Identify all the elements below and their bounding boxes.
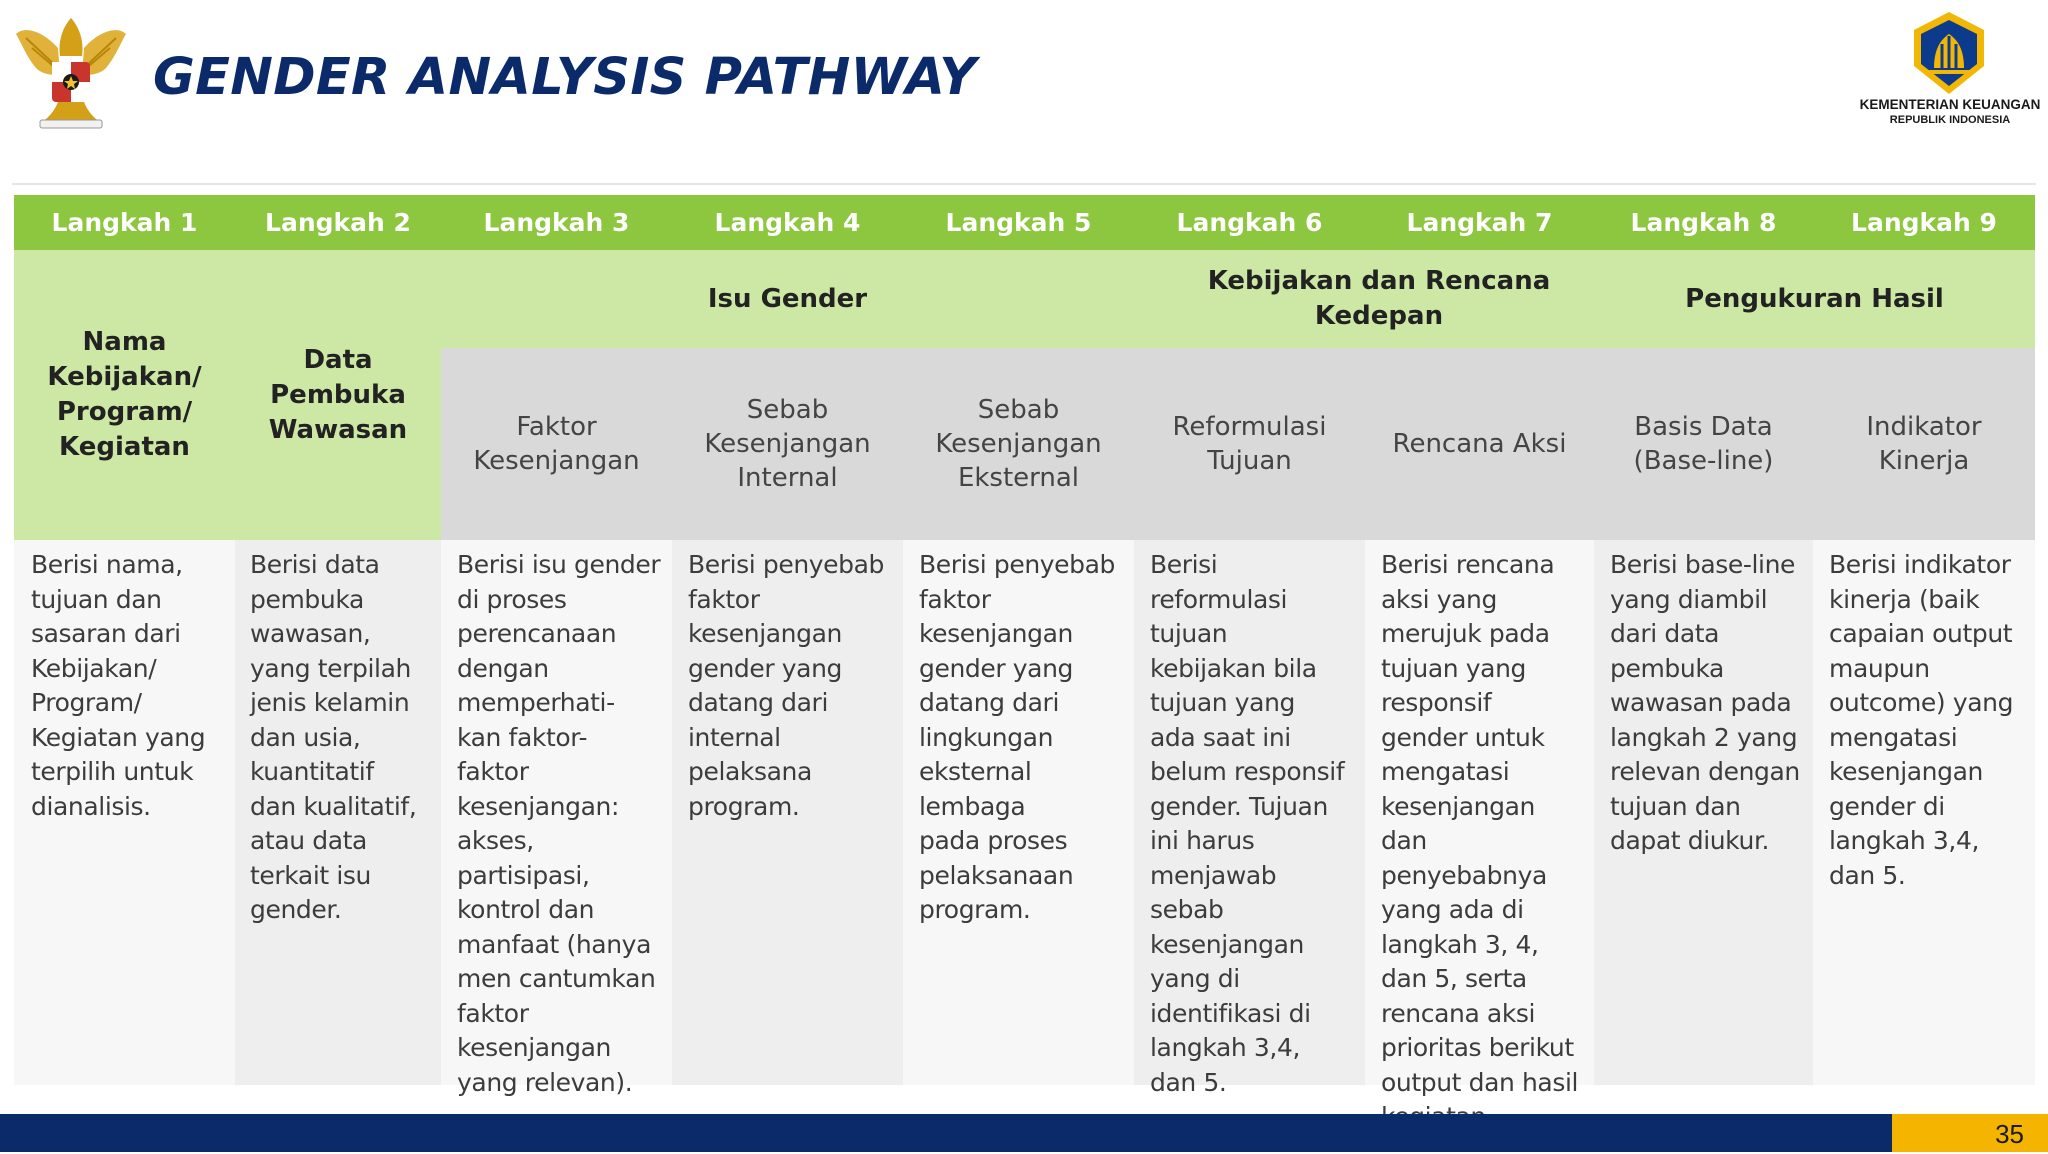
description-step-8: Berisi base-line yang diambil dari data pembuka wawasan pada langkah 2 yang relevan dengan tujuan dan dapat diukur.	[1610, 550, 1800, 855]
sub-header-sebab-internal: Sebab Kesenjangan Internal	[704, 395, 871, 493]
description-step-2: Berisi data pembuka wawasan, yang terpilah jenis kelamin dan usia, kuantitatif dan kualitatif, atau data terkait isu gender.	[250, 550, 417, 924]
ministry-subtitle: REPUBLIK INDONESIA	[1889, 114, 2011, 126]
sub-header-basis-data: Basis Data (Base-line)	[1633, 412, 1774, 476]
page-title: GENDER ANALYSIS PATHWAY	[153, 48, 977, 107]
sub-header-rencana-aksi: Rencana Aksi	[1392, 429, 1567, 459]
step-3-label: Langkah 3	[483, 208, 630, 237]
sub-header-indikator: Indikator Kinerja	[1866, 412, 1982, 476]
description-step-5: Berisi penyebab faktor kesenjangan gender yang datang dari lingkungan eksternal lembaga pada proses pelaksanaan program.	[919, 550, 1116, 924]
group-pengukuran: Pengukuran Hasil	[1685, 283, 1944, 314]
description-step-7: Berisi rencana aksi yang merujuk pada tujuan yang responsif gender untuk mengatasi kesenjangan dan penyebabnya yang ada di langkah 3, 4, dan 5, serta rencana aksi prioritas berikut output dan hasil	[1381, 550, 1579, 1097]
sub-header-faktor: Faktor Kesenjangan	[473, 412, 640, 476]
kemenkeu-logo-icon	[1904, 8, 1994, 98]
description-step-3: Berisi isu gender di proses perencanaan dengan memperhati- kan faktor- faktor kesenjangan: akses, partisipasi, kontrol dan manfaat (hanya men cantumkan faktor kesenjangan yang relevan).	[457, 550, 661, 1097]
step-7-label: Langkah 7	[1406, 208, 1553, 237]
page-number: 35	[1995, 1119, 2024, 1149]
description-step-1: Berisi nama, tujuan dan sasaran dari Kebijakan/ Program/ Kegiatan yang terpilih untuk dianalisis.	[31, 550, 206, 821]
col1-header: Nama Kebijakan/ Program/ Kegiatan	[47, 327, 202, 462]
description-step-6: Berisi reformulasi tujuan kebijakan bila tujuan yang ada saat ini belum responsif gender. Tujuan ini harus menjawab sebab kesenjangan yang di identifikasi di langkah 3,4, dan 5.	[1150, 550, 1345, 1097]
step-6-label: Langkah 6	[1176, 208, 1323, 237]
sub-header-sebab-eksternal: Sebab Kesenjangan Eksternal	[935, 395, 1102, 493]
step-2-label: Langkah 2	[265, 208, 411, 237]
step-8-label: Langkah 8	[1630, 208, 1777, 237]
sub-header-reformulasi: Reformulasi Tujuan	[1172, 412, 1327, 476]
header-divider	[12, 183, 2036, 185]
col2-header: Data Pembuka Wawasan	[268, 344, 408, 445]
gap-table	[14, 195, 2035, 1097]
step-1-label: Langkah 1	[51, 208, 198, 237]
footer-bar	[0, 1114, 1892, 1152]
step-9-label: Langkah 9	[1851, 208, 1997, 237]
ministry-name: KEMENTERIAN KEUANGAN	[1859, 97, 2041, 112]
slide-header	[0, 0, 2048, 160]
step-5-label: Langkah 5	[945, 208, 1092, 237]
description-step-9: Berisi indikator kinerja (baik capaian output maupun outcome) yang mengatasi kesenjangan gender di langkah 3,4, dan 5.	[1829, 550, 2014, 890]
group-kebijakan: Kebijakan dan Rencana Kedepan	[1207, 266, 1551, 331]
step-4-label: Langkah 4	[714, 208, 861, 237]
garuda-emblem-icon	[12, 8, 130, 132]
group-isu-gender: Isu Gender	[707, 283, 868, 314]
description-step-4: Berisi penyebab faktor kesenjangan gender yang datang dari internal pelaksana program.	[688, 550, 885, 821]
